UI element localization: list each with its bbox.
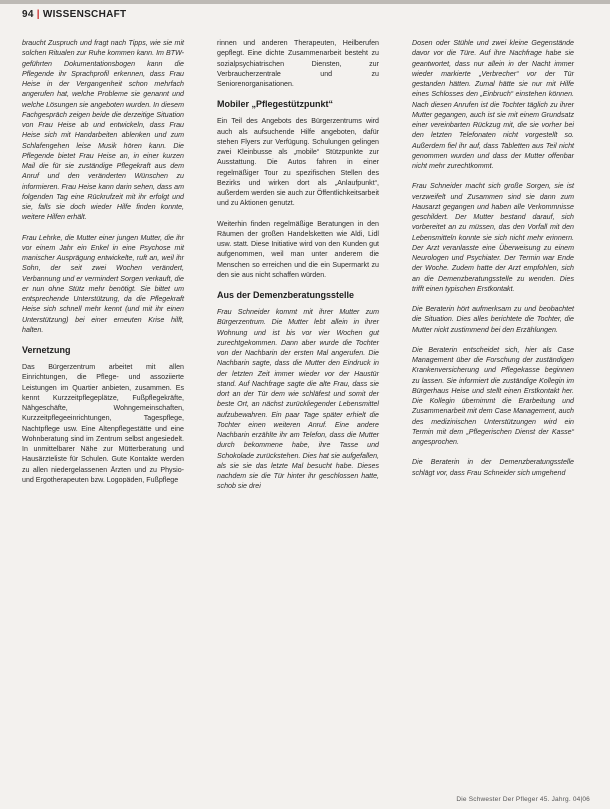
page-footer: Die Schwester Der Pfleger 45. Jahrg. 04|06 xyxy=(456,796,590,803)
paragraph: rinnen und anderen Therapeuten, Heilberufen gepflegt. Eine dichte Zusammenarbeit besteht zu sozialpsychiatrischen Diensten, zur Verbraucherzentrale und zu Seniorenorganisationen. xyxy=(217,39,379,88)
paragraph: Die Beraterin entscheidet sich, hier als Case Management über die Forschung der zuständigen Krankenversicherung und Pflegekasse beginnen zu lassen. Sie informiert die zuständige Kollegin im Bürgerhaus Heise und stellt einen Erstkontakt her. Die Kollegin übernimmt die Erarbeitung und Zusammenarbeit mit dem Case Management, auch des medizinischen Unterstützungen wird ein Termin mit dem „Pflegerischen Dienst der Kasse“ angesprochen. xyxy=(412,345,574,446)
section-heading: Aus der Demenzberatungsstelle xyxy=(217,290,355,300)
page-header xyxy=(22,9,126,20)
header-divider: | xyxy=(36,9,40,20)
section-heading: Mobiler „Pflegestützpunkt“ xyxy=(217,99,334,110)
paragraph: Die Beraterin hört aufmerksam zu und beobachtet die Situation. Dies alles berichtete die Tochter, die Mutter nickt zustimmend bei den Erzählungen. xyxy=(412,305,574,334)
page-number: 94 xyxy=(22,9,34,20)
column-1 xyxy=(22,38,184,495)
paragraph: Ein Teil des Angebots des Bürgerzentrums wird auch als aufsuchende Hilfe angeboten, dafür stehen Flyers zur Verfügung. Schulungen gelingen zwei Kleinbusse als „mobile“ Stützpunkte zur Ausstattung. Die Autos fahren in einer regelmäßiger Tour zu spezifischen Stellen des Bezirks und wirken dort als „Anlaufpunkt“, außerdem werden sie auch zur Öffentlichkeitsarbeit und zu Aktionen genutzt. xyxy=(217,117,379,208)
section-title: WISSENSCHAFT xyxy=(42,9,127,20)
paragraph: Dosen oder Stühle und zwei kleine Gegenstände davor vor die Türe. Auf ihre Nachfrage habe sie geantwortet, dass nur allein in der Nacht immer wieder markierte „Verbrecher“ vor der Tür gestanden hätten. Zumal hätte sie nur mit Hilfe eines Schlosses den „Einbruch“ einstehen können. Nach diesen Anrufen ist die Tochter täglich zu ihrer Mutter gegangen, auch ist sie mit einem Grundsatz einer vereinbarten Rückzug mit, die sie vorher bei den letzten Telefonaten nicht vorgestellt so. Außerdem fiel ihr auf, dass Tabletten aus Teil nicht genommen wurden und dass der Mutter offenbar nicht mehr zurechtkommt. xyxy=(412,39,574,170)
paragraph: Frau Schneider kommt mit ihrer Mutter zum Bürgerzentrum. Die Mutter lebt allein in ihrer Wohnung und ist bis vor vier Wochen gut zurechtgekommen. Dann aber wurde die Tochter von der Nachbarin der ersten Mal angerufen. Die Nachbarin sagte, dass die Mutter den Eindruck in der letzten Zeit immer wieder vor der Haustür stand. Auf Nachfrage sagte die alte Frau, dass sie dort an der Tür dem wie schläfest und somit der beste Ort, an nächst zurückliegender Lebensmittel aufzubewahren. Ein paar Tage später erhielt die Tochter einen weiteren Anruf. Eine andere Nachbarin erzählte ihr am Telefon, dass die Mutter durch bekommene habe, ihre Tasse und Schokolade zurückstehen. Dies hat sie aufgefallen, als sie sie das letzte Mal besucht habe. Dieses nachdem sie die Tür hinter ihr geschlossen hatte, schob sie drei xyxy=(217,308,379,491)
section-heading: Vernetzung xyxy=(22,345,71,355)
column-3 xyxy=(412,38,574,488)
paragraph: Weiterhin finden regelmäßige Beratungen in den Räumen der großen Handelsketten wie Aldi, Lidl usw. statt. Diese Initiative wird von den Kunden gut aufgenommen, weil man unter anderem die Menschen so erreichen und die ein Supermarkt zu den sie aus nicht schaffen würden. xyxy=(217,219,379,279)
paragraph: Das Bürgerzentrum arbeitet mit allen Einrichtungen, die Pflege- und assoziierte Leistungen im Quartier anbieten, zusammen. Es kennt Kurzzeitpflegeplätze, Fußpflegekräfte, Nähgeschäfte, Wohngemeinschaften, Kurzzeitpflegeeinrichtungen, Tagespflege, Nachtpflege usw. Eine Altenpflegestätte und eine Wohnberatung sind im Zentrum selbst angesiedelt. In unmittelbarer Nähe zur Mütterberatung und Hausärzteliste für Schulen. Gute Kontakte werden zu allen niedergelassenen Ärzten und zu Physio- und Ergotherapeuten bzw. Logopäden, Fußpflege xyxy=(22,363,184,484)
paragraph: Frau Schneider macht sich große Sorgen, sie ist verzweifelt und Zusammen sind sie dann zum Hausarzt gegangen und haben alle Verkommnisse geschildert. Der Mutter bestand darauf, sich vorbereitet an zu müssen, das den Vorfall mit den Lebensmitteln konnte sie sich nicht mehr erinnern. Der Arzt veranlasste eine Überweisung zu einem Neurologen und Psychiater. Der Termin war Ende der Woche. Zudem hatte der Arzt empfohlen, sich an die Demenzberatungsstelle zu wenden. Dies trifft einen typischen Erstkontakt. xyxy=(412,182,574,293)
column-2 xyxy=(217,38,379,502)
paragraph: braucht Zuspruch und fragt nach Tipps, wie sie mit solchen Ritualen zur Ruhe kommen kann. Im BTW-geführten Dokumentationsbogen kann die Pflegende ihr Sprachprofil erkennen, dass Frau Heise in der Vergangenheit schon mehrfach angerufen hat, welche Probleme sie genannt und welche Lösungen sie angeboten wurden. In diesem Fachgespräch zeigen beide die derzeitige Situation von Frau Heise ab und entwickeln, dass Frau Heise sich mit Handarbeiten ablenken und zum Schlafengehen leise Musik hören kann. Die Pflegende bietet Frau Heise an, in einer kurzen Mail die für sie zuständige Pflegekraft aus dem Anruf und den veränderten Wünschen zu informieren. Frau Heise kann darin sehen, dass am folgenden Tag eine Rückrufzeit mit ihr erfolgt und sie, falls sie doch wieder Hilfe finden konnte, weitere Hilfen erhält. xyxy=(22,39,184,222)
header-rule xyxy=(0,0,610,4)
paragraph: Frau Lehrke, die Mutter einer jungen Mutter, die ihr vor einem Jahr ein Enkel in eine Psychose mit manischer Ausprägung entwickelte, ruft an, weil ihr Sohn, der seit zwei Wochen verändert, Verbannung und er vermindert Sorgen verkauft, die er nun ohne Stütz mehr benötigt. Sie bittet um entsprechende Unterstützung, da die Pflegekraft Heise sich schnell mehr kennt (und mit ihr einen Unterstützung) bei einer erneuten Krise hilft, halten. xyxy=(22,233,184,334)
paragraph: Die Beraterin in der Demenzberatungsstelle schlägt vor, dass Frau Schneider sich umgehend xyxy=(412,458,574,477)
